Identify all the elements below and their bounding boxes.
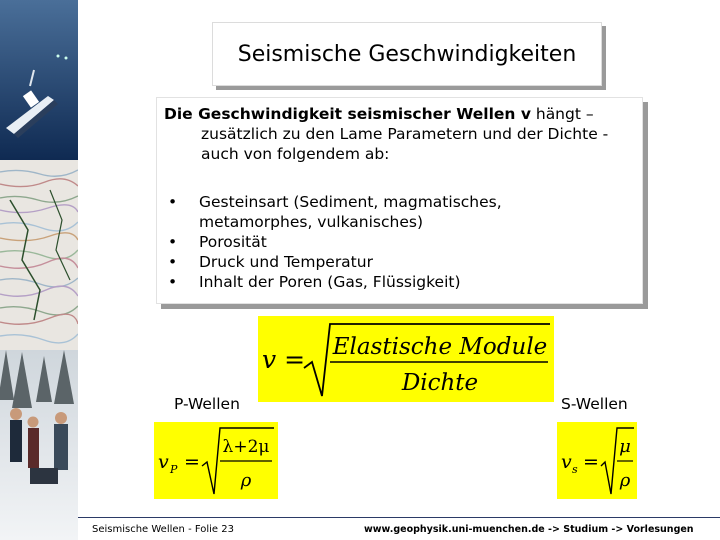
list-item (157, 272, 637, 292)
intro-text-line3: auch von folgendem ab: (201, 145, 390, 163)
formula-s-denominator: ρ (619, 470, 631, 491)
list-item-text: Druck und Temperatur (199, 253, 373, 271)
sea-photo (0, 0, 78, 160)
footer-url: www.geophysik.uni-muenchen.de -> Studium -> Vorlesungen (364, 524, 694, 535)
title-box (212, 22, 602, 86)
formula-s-eq: = (583, 451, 599, 473)
list-item (157, 192, 637, 232)
formula-main-lhs: v = (262, 345, 306, 374)
s-waves-label: S-Wellen (561, 395, 628, 413)
bullet-icon: • (168, 193, 178, 211)
bullet-icon: • (168, 253, 178, 271)
p-wave-formula (154, 422, 278, 499)
sidebar-image-montage (0, 0, 78, 540)
intro-bold-text: Die Geschwindigkeit seismischer Wellen v (164, 105, 531, 123)
list-item (157, 232, 637, 252)
formula-p-eq: = (184, 451, 200, 473)
list-item-text-cont: metamorphes, vulkanisches) (199, 213, 424, 231)
main-formula (258, 316, 554, 402)
formula-s-sub: s (572, 463, 578, 476)
formula-p-lhs: v (158, 451, 169, 473)
sidebar-graphic (0, 0, 78, 540)
formula-s-numerator: μ (619, 436, 631, 457)
intro-text-line2: zusätzlich zu den Lame Parametern und der Dichte - (201, 125, 609, 143)
formula-main-denominator: Dichte (401, 370, 479, 396)
list-item-text: Porosität (199, 233, 267, 251)
p-waves-label: P-Wellen (174, 395, 240, 413)
list-item-text: Inhalt der Poren (Gas, Flüssigkeit) (199, 273, 461, 291)
list-item-text: Gesteinsart (Sediment, magmatisches, (199, 193, 502, 211)
footer-divider (78, 517, 720, 518)
footer-slide-info: Seismische Wellen - Folie 23 (92, 524, 234, 535)
formula-p-numerator: λ+2μ (222, 437, 270, 457)
content-box (156, 97, 643, 304)
intro-paragraph (164, 104, 634, 164)
list-item (157, 252, 637, 272)
formula-p-sub: P (170, 463, 178, 476)
bullet-icon: • (168, 233, 178, 251)
s-wave-formula (557, 422, 637, 499)
factor-list (157, 192, 637, 292)
formula-p-denominator: ρ (240, 470, 252, 491)
intro-text-line1: hängt – (530, 105, 594, 123)
slide-title: Seismische Geschwindigkeiten (237, 41, 577, 67)
formula-main-numerator: Elastische Module (332, 334, 548, 360)
bullet-icon: • (168, 273, 178, 291)
formula-s-lhs: v (561, 451, 572, 473)
